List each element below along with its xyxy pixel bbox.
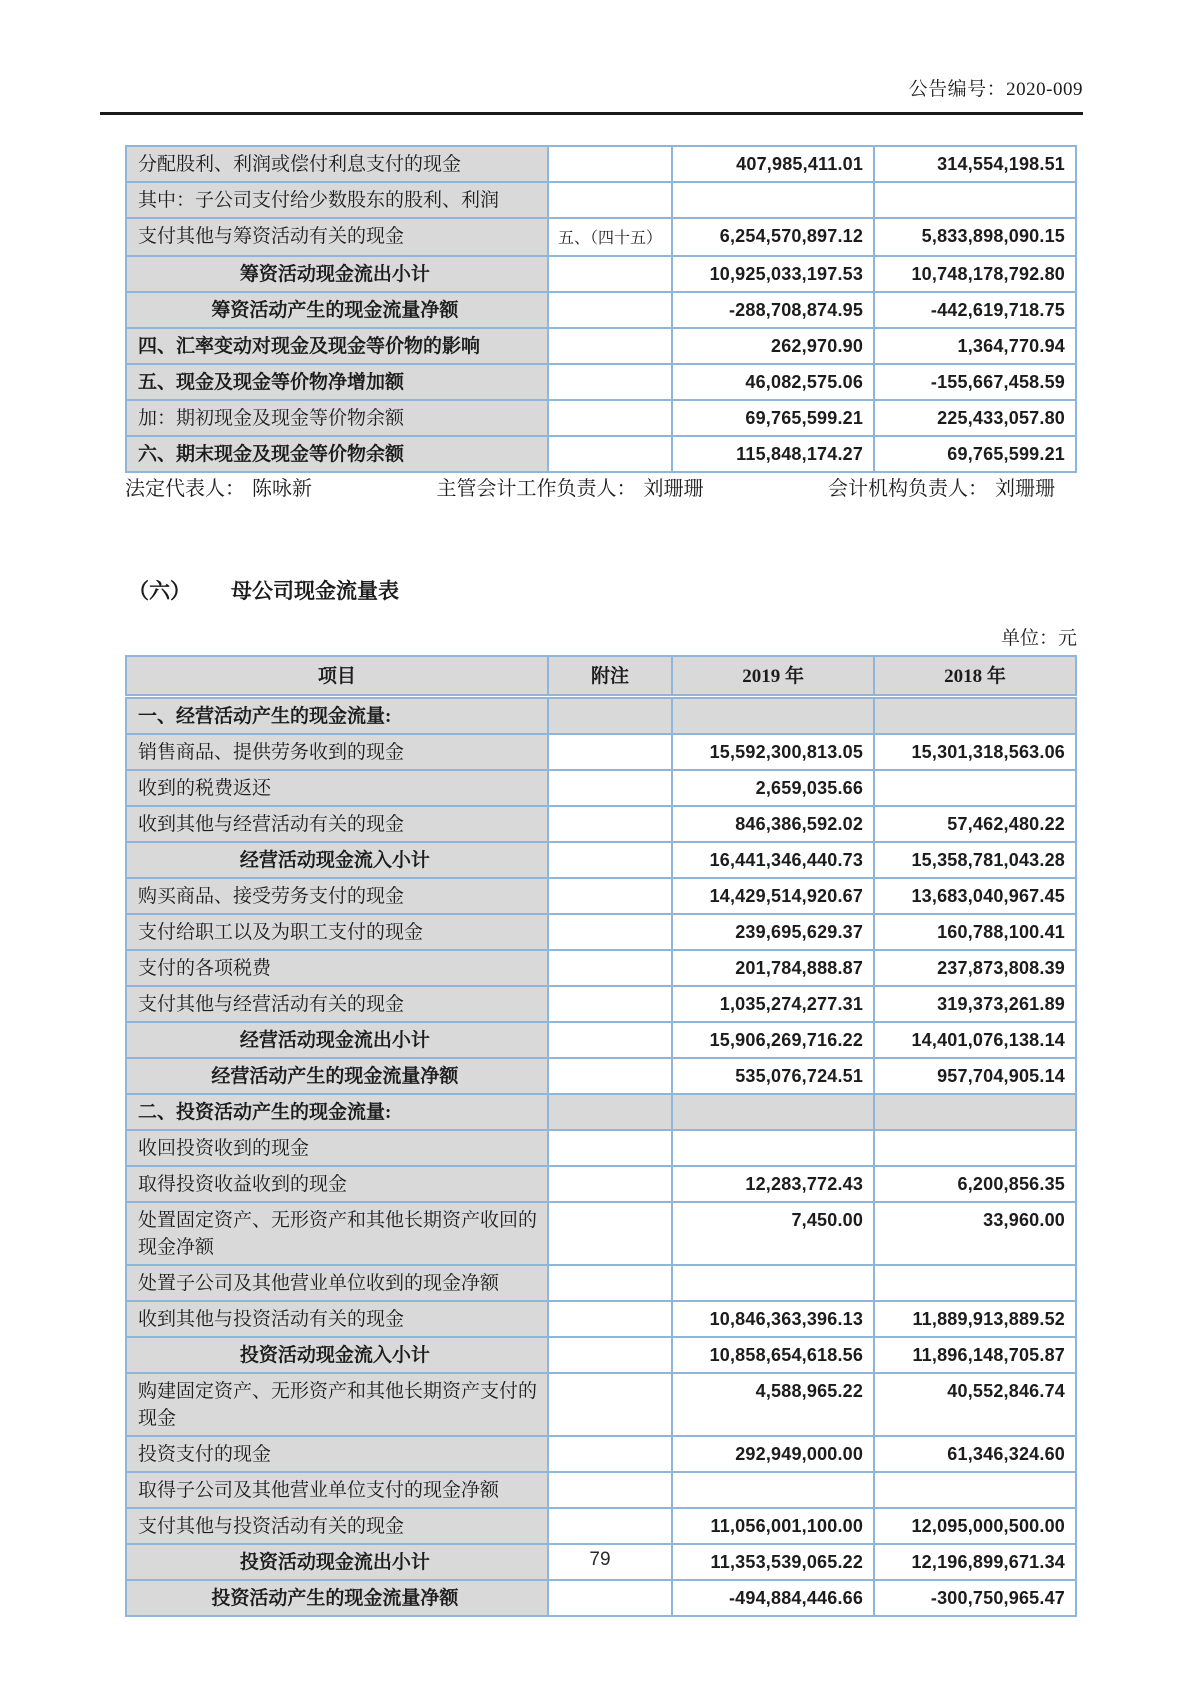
table-row — [126, 1472, 1076, 1508]
note-ref-cell — [548, 1130, 672, 1166]
amount-2019-cell: 2,659,035.66 — [672, 770, 874, 806]
chief-accountant: 主管会计工作负责人： 刘珊珊 — [436, 478, 704, 500]
item-label-cell: 收到其他与经营活动有关的现金 — [126, 806, 548, 842]
note-ref-cell — [548, 328, 672, 364]
amount-2018-cell: 6,200,856.35 — [874, 1166, 1076, 1202]
table-row — [126, 1373, 1076, 1436]
amount-2019-cell: 10,858,654,618.56 — [672, 1337, 874, 1373]
amount-2018-cell: -300,750,965.47 — [874, 1580, 1076, 1616]
item-label-cell: 分配股利、利润或偿付利息支付的现金 — [126, 146, 548, 182]
table-row — [126, 914, 1076, 950]
amount-2018-cell — [874, 1130, 1076, 1166]
item-label-cell: 五、现金及现金等价物净增加额 — [126, 364, 548, 400]
note-ref-cell — [548, 950, 672, 986]
amount-2018-cell: 10,748,178,792.80 — [874, 256, 1076, 292]
table-row — [126, 950, 1076, 986]
note-ref-cell — [548, 1058, 672, 1094]
item-label-cell: 支付其他与投资活动有关的现金 — [126, 1508, 548, 1544]
amount-2019-cell: 15,592,300,813.05 — [672, 734, 874, 770]
amount-2019-cell: 239,695,629.37 — [672, 914, 874, 950]
note-ref-cell: 五、（四十五） — [548, 218, 672, 256]
amount-2018-cell: -155,667,458.59 — [874, 364, 1076, 400]
item-label-cell: 支付的各项税费 — [126, 950, 548, 986]
table-row — [126, 770, 1076, 806]
table-row — [126, 734, 1076, 770]
page-number: 79 — [589, 1549, 611, 1570]
amount-2019-cell — [672, 182, 874, 218]
amount-2018-cell: 225,433,057.80 — [874, 400, 1076, 436]
note-ref-cell — [548, 986, 672, 1022]
item-label-cell: 四、汇率变动对现金及现金等价物的影响 — [126, 328, 548, 364]
amount-2018-cell — [874, 1094, 1076, 1130]
unit-label: 单位：元 — [1000, 628, 1077, 649]
amount-2018-cell — [874, 696, 1076, 734]
note-ref-cell — [548, 878, 672, 914]
item-label-cell: 六、期末现金及现金等价物余额 — [126, 436, 548, 472]
amount-2019-cell: 4,588,965.22 — [672, 1373, 874, 1436]
amount-2019-cell — [672, 696, 874, 734]
note-ref-cell — [548, 770, 672, 806]
item-label-cell: 一、经营活动产生的现金流量: — [126, 696, 548, 734]
item-label-cell: 经营活动现金流出小计 — [126, 1022, 548, 1058]
note-ref-cell — [548, 256, 672, 292]
amount-2018-cell — [874, 1265, 1076, 1301]
item-label-cell: 筹资活动产生的现金流量净额 — [126, 292, 548, 328]
amount-2019-cell: 1,035,274,277.31 — [672, 986, 874, 1022]
item-label-cell: 投资活动产生的现金流量净额 — [126, 1580, 548, 1616]
table-row — [126, 328, 1076, 364]
amount-2018-cell: 160,788,100.41 — [874, 914, 1076, 950]
item-label-cell: 经营活动产生的现金流量净额 — [126, 1058, 548, 1094]
amount-2018-cell: 319,373,261.89 — [874, 986, 1076, 1022]
item-label-cell: 处置固定资产、无形资产和其他长期资产收回的现金净额 — [126, 1202, 548, 1265]
note-ref-cell — [548, 696, 672, 734]
amount-2019-cell: 407,985,411.01 — [672, 146, 874, 182]
amount-2018-cell — [874, 182, 1076, 218]
amount-2018-cell: 1,364,770.94 — [874, 328, 1076, 364]
note-ref-cell — [548, 400, 672, 436]
amount-2019-cell: 201,784,888.87 — [672, 950, 874, 986]
table-row — [126, 292, 1076, 328]
announcement-number: 公告编号：2020-009 — [100, 74, 1083, 115]
amount-2019-cell — [672, 1472, 874, 1508]
note-ref-cell — [548, 182, 672, 218]
table-row — [126, 1130, 1076, 1166]
amount-2019-cell: 46,082,575.06 — [672, 364, 874, 400]
amount-2018-cell: 237,873,808.39 — [874, 950, 1076, 986]
amount-2019-cell — [672, 1094, 874, 1130]
amount-2018-cell: 11,896,148,705.87 — [874, 1337, 1076, 1373]
item-label-cell: 投资支付的现金 — [126, 1436, 548, 1472]
note-ref-cell — [548, 734, 672, 770]
note-ref-cell — [548, 1022, 672, 1058]
table-row — [126, 436, 1076, 472]
note-ref-cell — [548, 1166, 672, 1202]
amount-2019-cell — [672, 1130, 874, 1166]
accounting-head: 会计机构负责人： 刘珊珊 — [828, 478, 1055, 500]
table-row — [126, 986, 1076, 1022]
item-label-cell: 支付其他与经营活动有关的现金 — [126, 986, 548, 1022]
amount-2019-cell: 12,283,772.43 — [672, 1166, 874, 1202]
item-label-cell: 投资活动现金流出小计 — [126, 1544, 548, 1580]
table-header-row — [126, 656, 1076, 696]
signature-line — [125, 472, 1055, 501]
column-header-2018: 2018 年 — [874, 656, 1076, 696]
item-label-cell: 销售商品、提供劳务收到的现金 — [126, 734, 548, 770]
note-ref-cell — [548, 1373, 672, 1436]
amount-2019-cell: 292,949,000.00 — [672, 1436, 874, 1472]
column-header-item: 项目 — [126, 656, 548, 696]
item-label-cell: 二、投资活动产生的现金流量: — [126, 1094, 548, 1130]
column-header-2019: 2019 年 — [672, 656, 874, 696]
table-row — [126, 1202, 1076, 1265]
item-label-cell: 购买商品、接受劳务支付的现金 — [126, 878, 548, 914]
parent-company-cashflow-table — [125, 655, 1077, 1617]
amount-2018-cell: 11,889,913,889.52 — [874, 1301, 1076, 1337]
note-ref-cell — [548, 1301, 672, 1337]
amount-2018-cell: 5,833,898,090.15 — [874, 218, 1076, 256]
amount-2019-cell: 16,441,346,440.73 — [672, 842, 874, 878]
amount-2019-cell: 262,970.90 — [672, 328, 874, 364]
table-row — [126, 400, 1076, 436]
item-label-cell: 收到的税费返还 — [126, 770, 548, 806]
note-ref-cell — [548, 1337, 672, 1373]
table-row — [126, 1436, 1076, 1472]
note-ref-cell — [548, 1472, 672, 1508]
table-row — [126, 842, 1076, 878]
table-row — [126, 364, 1076, 400]
amount-2018-cell: 33,960.00 — [874, 1202, 1076, 1265]
table-row — [126, 1094, 1076, 1130]
amount-2019-cell: 846,386,592.02 — [672, 806, 874, 842]
table-row — [126, 146, 1076, 182]
note-ref-cell — [548, 436, 672, 472]
note-ref-cell — [548, 842, 672, 878]
section-index: （六） — [128, 579, 191, 603]
table-row — [126, 1166, 1076, 1202]
table-row — [126, 1508, 1076, 1544]
note-ref-cell — [548, 806, 672, 842]
item-label-cell: 支付给职工以及为职工支付的现金 — [126, 914, 548, 950]
table-row — [126, 1337, 1076, 1373]
note-ref-cell — [548, 1094, 672, 1130]
item-label-cell: 收回投资收到的现金 — [126, 1130, 548, 1166]
table-row — [126, 1580, 1076, 1616]
amount-2018-cell — [874, 1472, 1076, 1508]
amount-2018-cell: 15,301,318,563.06 — [874, 734, 1076, 770]
amount-2018-cell: 61,346,324.60 — [874, 1436, 1076, 1472]
amount-2019-cell: 10,925,033,197.53 — [672, 256, 874, 292]
item-label-cell: 投资活动现金流入小计 — [126, 1337, 548, 1373]
item-label-cell: 购建固定资产、无形资产和其他长期资产支付的现金 — [126, 1373, 548, 1436]
amount-2019-cell — [672, 1265, 874, 1301]
amount-2018-cell: 957,704,905.14 — [874, 1058, 1076, 1094]
legal-representative: 法定代表人： 陈咏新 — [125, 478, 312, 500]
item-label-cell: 支付其他与筹资活动有关的现金 — [126, 218, 548, 256]
amount-2018-cell — [874, 770, 1076, 806]
table-row — [126, 256, 1076, 292]
amount-2019-cell: 6,254,570,897.12 — [672, 218, 874, 256]
amount-2018-cell: 314,554,198.51 — [874, 146, 1076, 182]
column-header-note: 附注 — [548, 656, 672, 696]
amount-2018-cell: 40,552,846.74 — [874, 1373, 1076, 1436]
table-row — [126, 806, 1076, 842]
section-title — [128, 575, 399, 605]
item-label-cell: 经营活动现金流入小计 — [126, 842, 548, 878]
note-ref-cell — [548, 364, 672, 400]
section-title-text: 母公司现金流量表 — [231, 579, 399, 603]
note-ref-cell — [548, 146, 672, 182]
item-label-cell: 取得投资收益收到的现金 — [126, 1166, 548, 1202]
table-row — [126, 182, 1076, 218]
amount-2019-cell: 11,056,001,100.00 — [672, 1508, 874, 1544]
item-label-cell: 收到其他与投资活动有关的现金 — [126, 1301, 548, 1337]
note-ref-cell — [548, 1436, 672, 1472]
amount-2018-cell: 12,095,000,500.00 — [874, 1508, 1076, 1544]
table-row — [126, 1265, 1076, 1301]
amount-2018-cell: 69,765,599.21 — [874, 436, 1076, 472]
amount-2018-cell: 57,462,480.22 — [874, 806, 1076, 842]
note-ref-cell — [548, 292, 672, 328]
amount-2019-cell: 115,848,174.27 — [672, 436, 874, 472]
amount-2018-cell: 15,358,781,043.28 — [874, 842, 1076, 878]
item-label-cell: 处置子公司及其他营业单位收到的现金净额 — [126, 1265, 548, 1301]
amount-2018-cell: -442,619,718.75 — [874, 292, 1076, 328]
amount-2018-cell: 13,683,040,967.45 — [874, 878, 1076, 914]
note-ref-cell — [548, 1265, 672, 1301]
amount-2019-cell: 69,765,599.21 — [672, 400, 874, 436]
table-row — [126, 218, 1076, 256]
table-row — [126, 1058, 1076, 1094]
table-row — [126, 696, 1076, 734]
amount-2019-cell: 7,450.00 — [672, 1202, 874, 1265]
item-label-cell: 筹资活动现金流出小计 — [126, 256, 548, 292]
amount-2019-cell: -288,708,874.95 — [672, 292, 874, 328]
amount-2019-cell: 14,429,514,920.67 — [672, 878, 874, 914]
note-ref-cell — [548, 1580, 672, 1616]
amount-2018-cell: 14,401,076,138.14 — [874, 1022, 1076, 1058]
amount-2019-cell: 11,353,539,065.22 — [672, 1544, 874, 1580]
table-row — [126, 1301, 1076, 1337]
table-row — [126, 878, 1076, 914]
amount-2019-cell: 10,846,363,396.13 — [672, 1301, 874, 1337]
note-ref-cell — [548, 1202, 672, 1265]
item-label-cell: 其中：子公司支付给少数股东的股利、利润 — [126, 182, 548, 218]
amount-2018-cell: 12,196,899,671.34 — [874, 1544, 1076, 1580]
amount-2019-cell: -494,884,446.66 — [672, 1580, 874, 1616]
amount-2019-cell: 535,076,724.51 — [672, 1058, 874, 1094]
financing-activities-table — [125, 145, 1077, 473]
table-row — [126, 1022, 1076, 1058]
item-label-cell: 加：期初现金及现金等价物余额 — [126, 400, 548, 436]
item-label-cell: 取得子公司及其他营业单位支付的现金净额 — [126, 1472, 548, 1508]
amount-2019-cell: 15,906,269,716.22 — [672, 1022, 874, 1058]
note-ref-cell — [548, 1508, 672, 1544]
note-ref-cell — [548, 914, 672, 950]
